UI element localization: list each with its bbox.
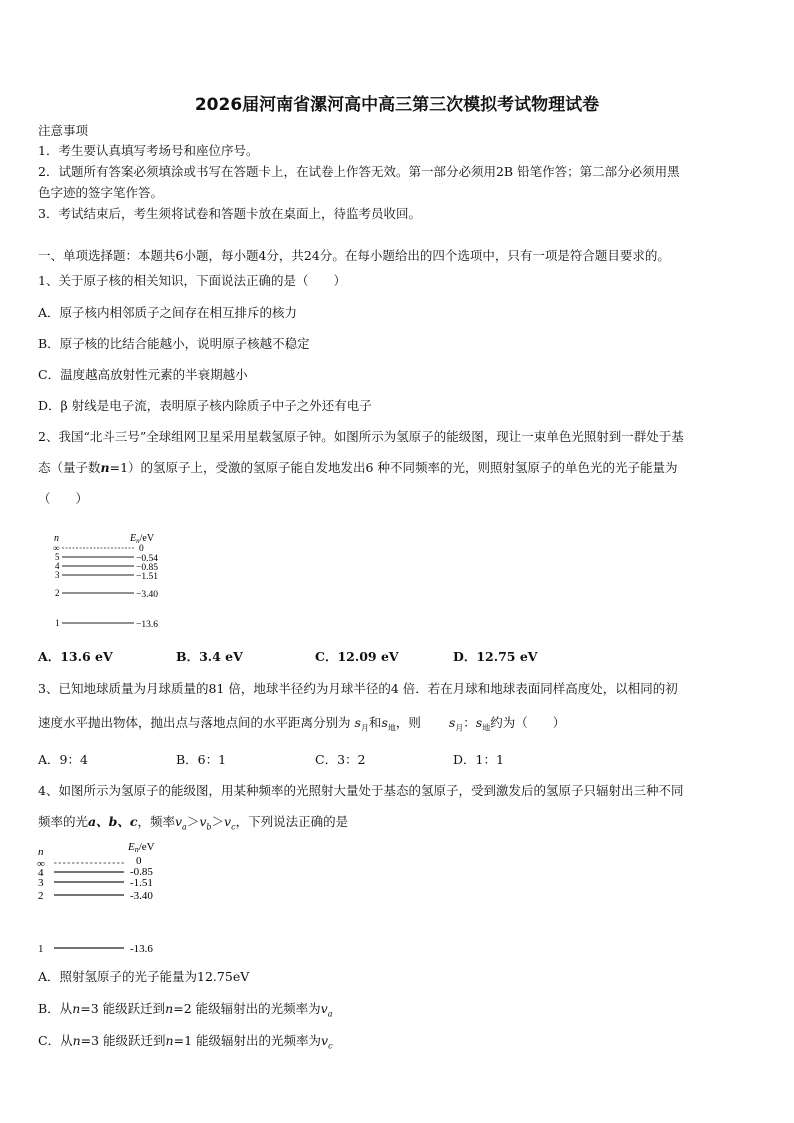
question-2-option-b: B．3.4 eV (176, 649, 243, 664)
diagram-e-label: $E_n/eV$ (130, 533, 155, 545)
level-n-1: 1 (55, 618, 60, 628)
level-n-4: 4 (38, 867, 44, 879)
question-1-option-c: C．温度越高放射性元素的半衰期越小 (38, 367, 248, 382)
energy-level-diagram-q2 (50, 528, 190, 632)
level-e-2: −3.40 (136, 590, 158, 600)
question-4-option-a: A．照射氢原子的光子能量为12.75eV (38, 969, 250, 984)
level-e-4: -0.85 (130, 866, 153, 878)
level-n-inf: ∞ (37, 858, 45, 870)
level-n-2: 2 (55, 588, 60, 598)
level-n-inf: ∞ (53, 543, 60, 553)
question-2-option-d: D．12.75 eV (453, 649, 538, 664)
diagram-n-label: n (38, 846, 44, 858)
level-e-1: −13.6 (136, 620, 158, 630)
question-2-stem-line1: 2、我国“北斗三号”全球组网卫星采用星载氢原子钟。如图所示为氢原子的能级图，现让一束单色光照射到一群处于基 (38, 429, 684, 444)
level-e-5: −0.54 (136, 554, 158, 564)
notice-item: 3．考试结束后，考生须将试卷和答题卡放在桌面上，待监考员收回。 (38, 206, 421, 221)
question-2-option-a: A．13.6 eV (38, 649, 113, 664)
level-e-3: -1.51 (130, 877, 153, 889)
question-1-stem: 1、关于原子核的相关知识，下面说法正确的是（ ） (38, 273, 346, 288)
question-4-stem-line2: 频率的光a、b、c，频率$v_a>v_b>v_c$，下列说法正确的是 (38, 814, 349, 832)
question-3-option-b: B．6：1 (176, 752, 227, 767)
notice-item: 1．考生要认真填写考场号和座位序号。 (38, 143, 259, 158)
level-e-1: -13.6 (130, 943, 153, 955)
diagram-n-label: n (54, 533, 59, 544)
question-4-option-c: C．从n=3 能级跃迁到n=1 能级辐射出的光频率为$v_c$ (38, 1033, 333, 1051)
page-title: 2026届河南省漯河高中高三第三次模拟考试物理试卷 (194, 95, 600, 115)
level-n-4: 4 (55, 561, 60, 571)
question-3-option-a: A．9：4 (38, 752, 88, 767)
question-1-option-b: B．原子核的比结合能越小，说明原子核越不稳定 (38, 336, 310, 351)
level-n-5: 5 (55, 552, 60, 562)
section-heading: 一、单项选择题：本题共6小题，每小题4分，共24分。在每小题给出的四个选项中，只有一项是符合题目要求的。 (38, 248, 670, 263)
question-1-option-d: D．β 射线是电子流，表明原子核内除质子中子之外还有电子 (38, 398, 372, 413)
question-3-stem-line1: 3、已知地球质量为月球质量的81 倍，地球半径约为月球半径的4 倍．若在月球和地球表面同样高度处，以相同的初 (38, 681, 678, 696)
level-n-2: 2 (38, 890, 44, 902)
level-n-1: 1 (38, 943, 44, 955)
question-2-stem-line3: （ ） (38, 491, 89, 506)
question-2-stem-line2: 态（量子数n=1）的氢原子上，受激的氢原子能自发地发出6 种不同频率的光，则照射氢原子的单色光的光子能量为 (38, 460, 678, 475)
question-3-option-d: D．1：1 (453, 752, 504, 767)
question-3-stem-line2: 速度水平抛出物体，抛出点与落地点间的水平距离分别为 $s_月$和$s_地$，则 $s_月$：$s_地$约为（ ） (38, 715, 566, 733)
notice-heading: 注意事项 (38, 123, 89, 138)
notice-item: 色字迹的签字笔作答。 (38, 185, 164, 200)
level-e-3: −1.51 (136, 572, 158, 582)
level-e-4: −0.85 (136, 563, 158, 573)
notice-item: 2．试题所有答案必须填涂或书写在答题卡上，在试卷上作答无效。第一部分必须用2B 铅笔作答；第二部分必须用黑 (38, 164, 680, 179)
question-4-option-b: B．从n=3 能级跃迁到n=2 能级辐射出的光频率为$v_a$ (38, 1001, 333, 1019)
level-e-inf: 0 (139, 544, 144, 554)
diagram-e-label: En/eV (128, 841, 155, 854)
energy-level-diagram-q4 (34, 836, 174, 958)
level-n-3: 3 (38, 877, 44, 889)
question-3-option-c: C．3：2 (315, 752, 366, 767)
question-1-option-a: A．原子核内相邻质子之间存在相互排斥的核力 (38, 305, 298, 320)
level-e-inf: 0 (136, 855, 142, 867)
level-n-3: 3 (55, 570, 60, 580)
question-4-stem-line1: 4、如图所示为氢原子的能级图，用某种频率的光照射大量处于基态的氢原子，受到激发后的氢原子只辐射出三种不同 (38, 783, 684, 798)
question-2-option-c: C．12.09 eV (315, 649, 399, 664)
level-e-2: -3.40 (130, 890, 153, 902)
